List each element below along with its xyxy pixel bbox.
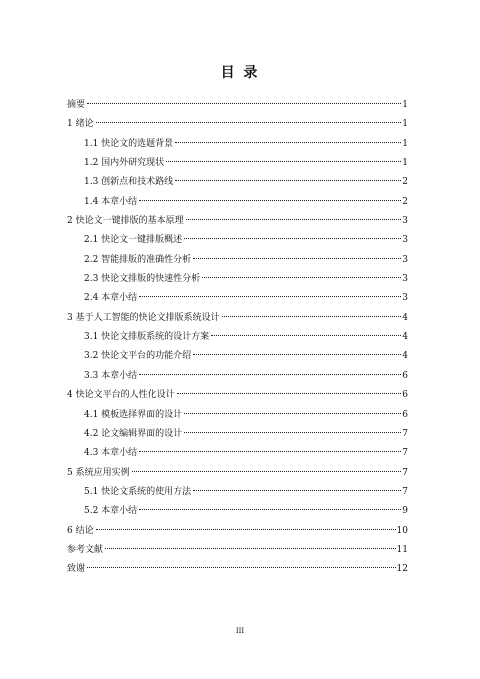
- toc-entry[interactable]: [67, 386, 408, 405]
- toc-entry[interactable]: [67, 270, 408, 289]
- toc-entry[interactable]: [67, 212, 408, 231]
- toc-entry-label: 参考文献: [67, 544, 104, 555]
- toc-entry-label: 5.2 本章小结: [84, 506, 138, 517]
- toc-entry-page: 4: [402, 312, 408, 323]
- toc-entry-page: 3: [402, 235, 408, 246]
- toc-entry-label: 6 结论: [67, 525, 94, 536]
- dot-leader: [139, 509, 401, 510]
- toc-entry-label: 3 基于人工智能的快论文排版系统设计: [67, 312, 220, 323]
- toc-entry-label: 3.1 快论文排版系统的设计方案: [84, 332, 210, 343]
- toc-entry[interactable]: [67, 406, 408, 425]
- toc-entry-page: 7: [402, 467, 408, 478]
- dot-leader: [184, 432, 401, 433]
- toc-entry-label: 5 系统应用实例: [67, 467, 130, 478]
- toc-entry-label: 摘要: [67, 100, 86, 110]
- dot-leader: [139, 451, 401, 452]
- toc-entry-label: 1.4 本章小结: [84, 196, 138, 207]
- toc-entry-label: 1 绪论: [67, 119, 94, 130]
- toc-entry-page: 11: [396, 544, 408, 555]
- dot-leader: [222, 316, 402, 317]
- toc-entry-page: 1: [402, 158, 408, 169]
- dot-leader: [177, 393, 402, 394]
- toc-entry[interactable]: [67, 231, 408, 250]
- toc-entry-page: 6: [402, 390, 408, 401]
- toc-entry-label: 3.2 快论文平台的功能介绍: [84, 351, 192, 362]
- toc-entry-page: 1: [402, 100, 408, 110]
- dot-leader: [186, 219, 402, 220]
- dot-leader: [105, 548, 396, 549]
- toc-entry-page: 12: [396, 564, 408, 575]
- toc-entry-label: 4.2 论文编辑界面的设计: [84, 428, 183, 439]
- toc-entry-page: 9: [402, 506, 408, 517]
- toc-entry-page: 2: [402, 196, 408, 207]
- toc-entry[interactable]: [67, 541, 408, 560]
- toc-entry-label: 4.1 模板选择界面的设计: [84, 409, 183, 420]
- toc-entry[interactable]: [67, 193, 408, 212]
- dot-leader: [193, 490, 401, 491]
- toc-entry-label: 5.1 快论文系统的使用方法: [84, 486, 192, 497]
- toc-entry[interactable]: [67, 328, 408, 347]
- toc-entry-page: 4: [402, 351, 408, 362]
- toc-entry-label: 2 快论文一键排版的基本原理: [67, 216, 184, 227]
- toc-entry[interactable]: [67, 483, 408, 502]
- toc-entry-label: 2.2 智能排版的准确性分析: [84, 254, 192, 265]
- toc-entry-label: 3.3 本章小结: [84, 370, 138, 381]
- dot-leader: [166, 161, 401, 162]
- toc-entry-page: 7: [402, 448, 408, 459]
- toc-entry-label: 1.3 创新点和技术路线: [84, 177, 174, 188]
- table-of-contents: [67, 96, 408, 580]
- dot-leader: [139, 374, 401, 375]
- toc-entry[interactable]: [67, 173, 408, 192]
- dot-leader: [87, 103, 401, 104]
- toc-entry-page: 4: [402, 332, 408, 343]
- toc-entry-label: 2.3 快论文排版的快速性分析: [84, 274, 201, 285]
- toc-entry[interactable]: [67, 309, 408, 328]
- dot-leader: [211, 335, 401, 336]
- toc-entry-page: 3: [402, 216, 408, 227]
- dot-leader: [193, 258, 401, 259]
- toc-entry-page: 7: [402, 428, 408, 439]
- dot-leader: [139, 200, 401, 201]
- toc-entry[interactable]: [67, 367, 408, 386]
- dot-leader: [87, 567, 396, 568]
- dot-leader: [202, 277, 401, 278]
- toc-entry[interactable]: [67, 135, 408, 154]
- toc-entry-label: 致谢: [67, 564, 86, 575]
- toc-entry-page: 10: [396, 525, 408, 536]
- toc-entry[interactable]: [67, 115, 408, 134]
- toc-entry-page: 1: [402, 138, 408, 149]
- toc-entry-label: 4.3 本章小结: [84, 448, 138, 459]
- toc-entry-label: 4 快论文平台的人性化设计: [67, 390, 175, 401]
- toc-entry[interactable]: [67, 444, 408, 463]
- dot-leader: [175, 180, 401, 181]
- dot-leader: [175, 142, 401, 143]
- toc-entry-page: 6: [402, 409, 408, 420]
- dot-leader: [96, 529, 396, 530]
- dot-leader: [184, 238, 401, 239]
- toc-entry-page: 2: [402, 177, 408, 188]
- toc-entry[interactable]: [67, 154, 408, 173]
- dot-leader: [139, 296, 401, 297]
- toc-entry[interactable]: [67, 425, 408, 444]
- toc-entry[interactable]: [67, 502, 408, 521]
- dot-leader: [193, 354, 401, 355]
- toc-entry-page: 3: [402, 274, 408, 285]
- dot-leader: [184, 413, 401, 414]
- toc-entry[interactable]: [67, 347, 408, 366]
- page-number: III: [235, 627, 245, 635]
- toc-entry-page: 3: [402, 254, 408, 265]
- toc-entry[interactable]: [67, 522, 408, 541]
- toc-entry-page: 3: [402, 293, 408, 304]
- toc-entry-page: 1: [402, 119, 408, 130]
- toc-entry[interactable]: [67, 251, 408, 270]
- toc-entry-page: 7: [402, 486, 408, 497]
- toc-title: 目 录: [220, 65, 260, 81]
- toc-entry[interactable]: [67, 464, 408, 483]
- toc-entry[interactable]: [67, 560, 408, 579]
- toc-entry-label: 2.4 本章小结: [84, 293, 138, 304]
- toc-entry[interactable]: [67, 289, 408, 308]
- toc-entry-label: 1.1 快论文的选题背景: [84, 138, 174, 149]
- toc-entry-label: 2.1 快论文一键排版概述: [84, 235, 183, 246]
- dot-leader: [96, 122, 402, 123]
- toc-entry[interactable]: [67, 96, 408, 115]
- toc-entry-page: 6: [402, 370, 408, 381]
- dot-leader: [132, 471, 402, 472]
- toc-entry-label: 1.2 国内外研究现状: [84, 158, 165, 169]
